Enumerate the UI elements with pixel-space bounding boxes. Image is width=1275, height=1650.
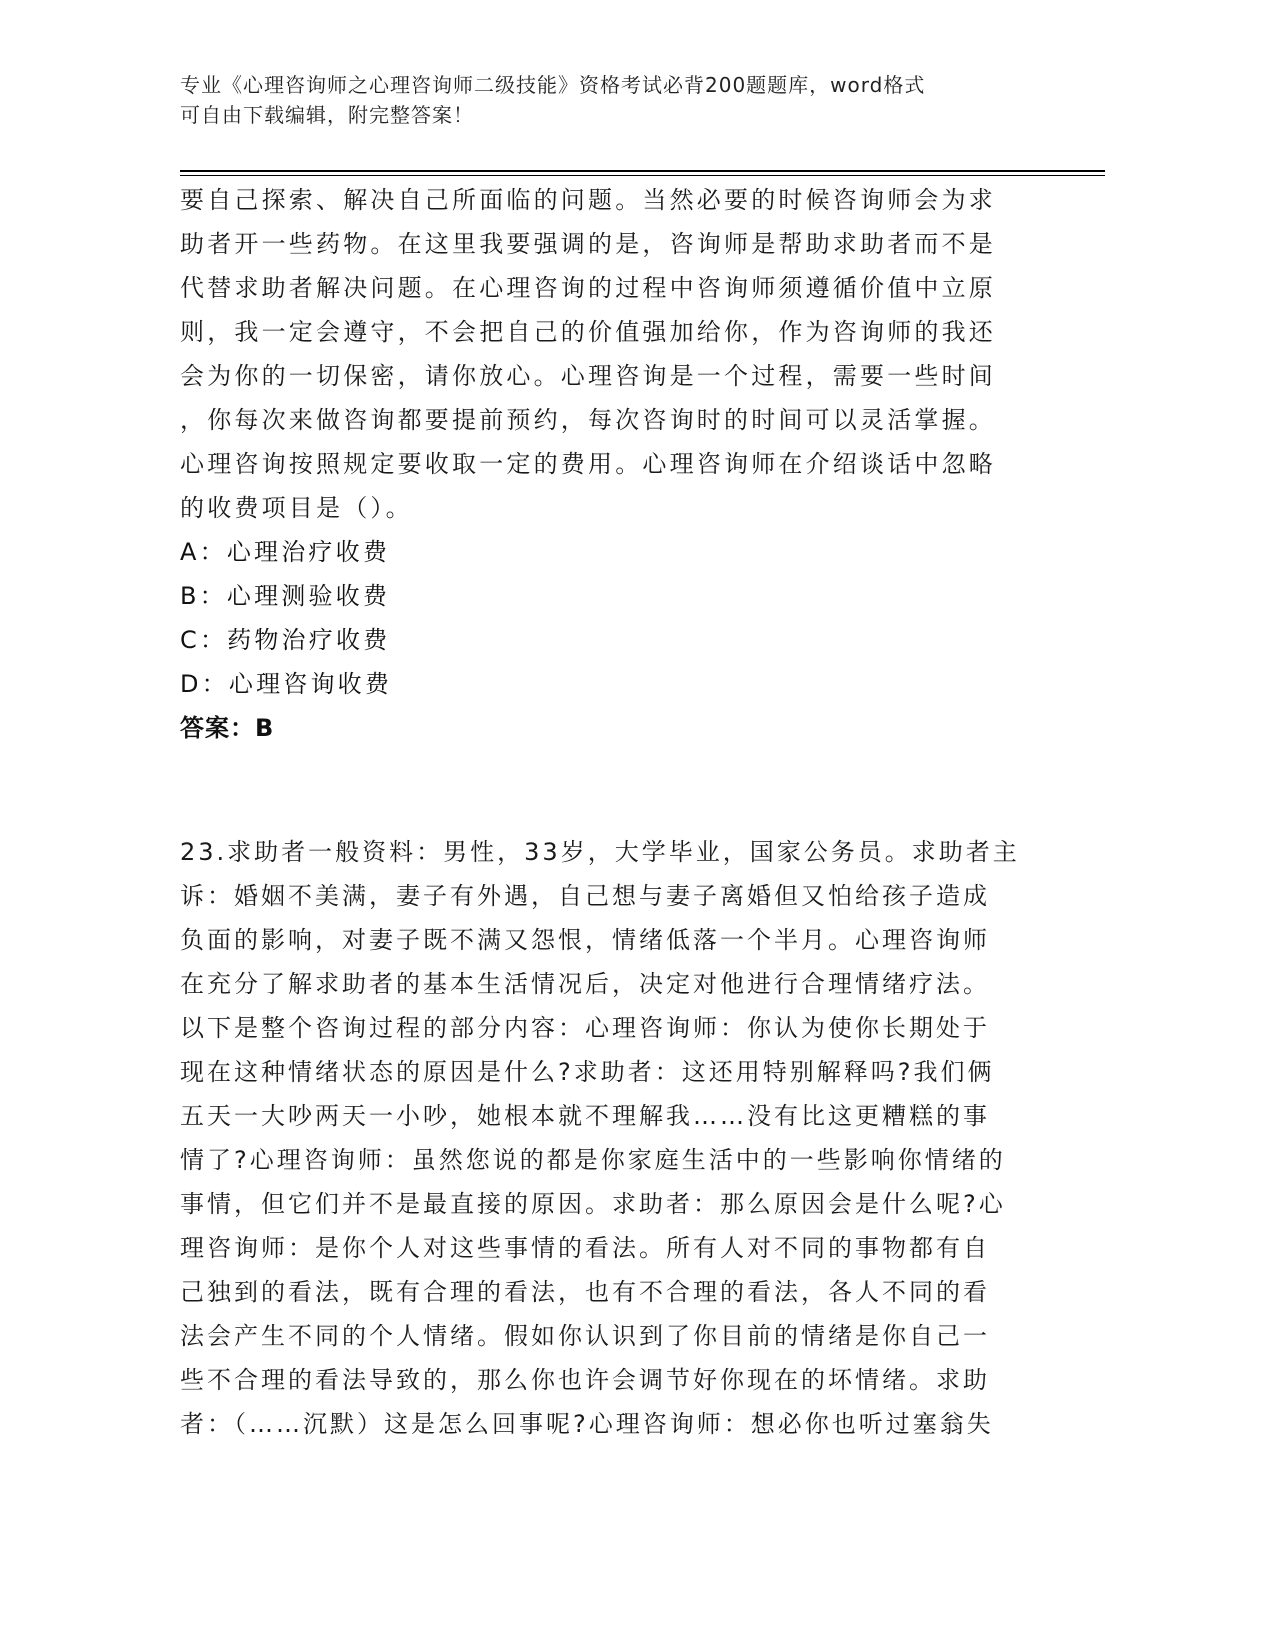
- paragraph-line: 心理咨询按照规定要收取一定的费用。心理咨询师在介绍谈话中忽略: [180, 450, 996, 478]
- header-divider-thin: [180, 175, 1105, 176]
- paragraph-line: 现在这种情绪状态的原因是什么?求助者：这还用特别解释吗?我们俩: [180, 1058, 995, 1086]
- paragraph-line: 助者开一些药物。在这里我要强调的是，咨询师是帮助求助者而不是: [180, 230, 996, 258]
- paragraph-line: 诉：婚姻不美满，妻子有外遇，自己想与妻子离婚但又怕给孩子造成: [180, 882, 990, 910]
- paragraph-line: 理咨询师：是你个人对这些事情的看法。所有人对不同的事物都有自: [180, 1234, 990, 1262]
- option-c: C：药物治疗收费: [180, 626, 391, 654]
- paragraph-line: ，你每次来做咨询都要提前预约，每次咨询时的时间可以灵活掌握。: [180, 406, 996, 434]
- paragraph-line: 会为你的一切保密，请你放心。心理咨询是一个过程，需要一些时间: [180, 362, 996, 390]
- document-body: [180, 178, 1060, 1446]
- paragraph-line: 在充分了解求助者的基本生活情况后，决定对他进行合理情绪疗法。: [180, 970, 990, 998]
- document-header: [180, 70, 1080, 130]
- header-title-line-1: 专业《心理咨询师之心理咨询师二级技能》资格考试必背200题题库，word格式: [180, 73, 926, 97]
- paragraph-line: 要自己探索、解决自己所面临的问题。当然必要的时候咨询师会为求: [180, 186, 996, 214]
- option-a: A：心理治疗收费: [180, 538, 391, 566]
- paragraph-line: 事情，但它们并不是最直接的原因。求助者：那么原因会是什么呢?心: [180, 1190, 1006, 1218]
- paragraph-line: 负面的影响，对妻子既不满又怨恨，情绪低落一个半月。心理咨询师: [180, 926, 990, 954]
- paragraph-line: 的收费项目是（）。: [180, 494, 413, 522]
- paragraph-line: 以下是整个咨询过程的部分内容：心理咨询师：你认为使你长期处于: [180, 1014, 990, 1042]
- paragraph-line: 23.求助者一般资料：男性，33岁，大学毕业，国家公务员。求助者主: [180, 838, 1020, 866]
- header-title-line-2: 可自由下载编辑，附完整答案！: [180, 103, 474, 127]
- question-23: [180, 830, 1060, 1446]
- section-spacer: [180, 750, 1060, 830]
- paragraph-line: 法会产生不同的个人情绪。假如你认识到了你目前的情绪是你自己一: [180, 1322, 990, 1350]
- paragraph-line: 代替求助者解决问题。在心理咨询的过程中咨询师须遵循价值中立原: [180, 274, 996, 302]
- paragraph-line: 则，我一定会遵守，不会把自己的价值强加给你，作为咨询师的我还: [180, 318, 996, 346]
- answer-label: 答案：B: [180, 714, 275, 742]
- header-divider-thick: [180, 170, 1105, 172]
- paragraph-line: 些不合理的看法导致的，那么你也许会调节好你现在的坏情绪。求助: [180, 1366, 990, 1394]
- paragraph-line: 五天一大吵两天一小吵，她根本就不理解我……没有比这更糟糕的事: [180, 1102, 990, 1130]
- paragraph-line: 情了?心理咨询师：虽然您说的都是你家庭生活中的一些影响你情绪的: [180, 1146, 1006, 1174]
- option-b: B：心理测验收费: [180, 582, 391, 610]
- paragraph-line: 者：（……沉默）这是怎么回事呢?心理咨询师：想必你也听过塞翁失: [180, 1410, 994, 1438]
- paragraph-line: 己独到的看法，既有合理的看法，也有不合理的看法，各人不同的看: [180, 1278, 990, 1306]
- option-d: D：心理咨询收费: [180, 670, 393, 698]
- question-22-continuation: [180, 178, 1060, 750]
